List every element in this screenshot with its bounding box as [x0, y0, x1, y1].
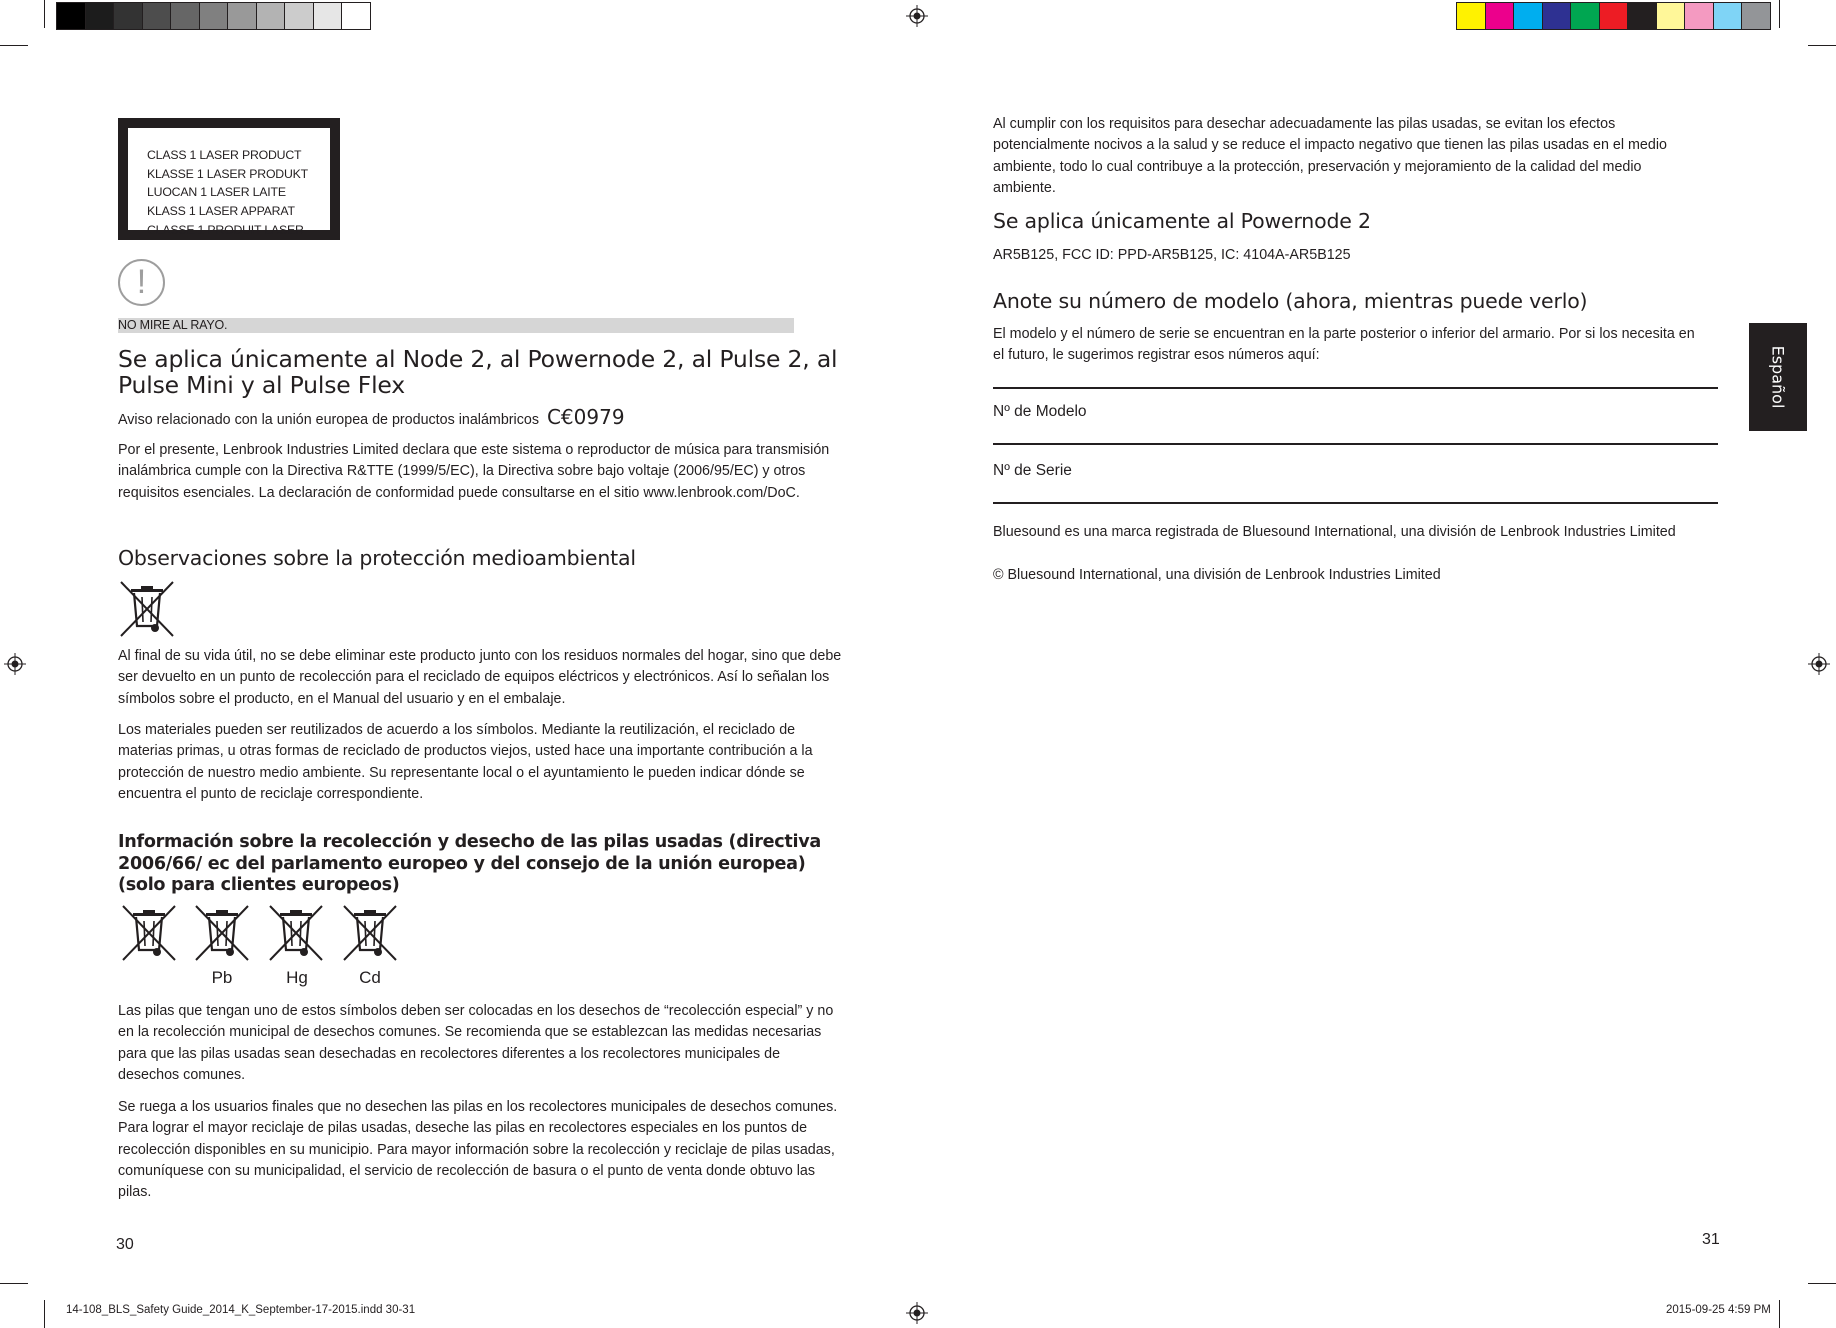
- symbol-label-cd: Cd: [359, 968, 381, 987]
- ce-mark-icon: C€: [546, 405, 574, 429]
- ce-number: 0979: [573, 405, 625, 429]
- battery-paragraph-1: Las pilas que tengan uno de estos símbolos deben ser colocadas en los desechos de “recolección especial” y no en la recolección municipal de desechos comunes. Se recomienda que se establezcan las medidas necesarias para que las pilas usadas sean desechadas en recolectores diferentes a los recolectores municipales de desechos comunes.: [118, 1003, 834, 1083]
- battery-bin-pb-icon: [192, 902, 252, 964]
- page-number-left: 30: [116, 1236, 134, 1253]
- gray-swatch: [257, 3, 286, 29]
- crop-mark: [44, 0, 45, 28]
- heading-applies: Se aplica únicamente al Node 2, al Powernode 2, al Pulse 2, al Pulse Mini y al Pulse Flex: [118, 345, 838, 399]
- symbol-label-pb: Pb: [211, 968, 233, 987]
- color-swatch: [1486, 3, 1515, 29]
- gray-swatch: [314, 3, 343, 29]
- slug-timestamp: 2015-09-25 4:59 PM: [1666, 1304, 1771, 1316]
- heading-powernode: Se aplica únicamente al Powernode 2: [993, 209, 1371, 233]
- model-instructions: El modelo y el número de serie se encuentran en la parte posterior o inferior del armario. Por si los necesita en el futuro, le sugerimos registrar esos números aquí:: [993, 326, 1695, 364]
- registration-mark-icon: [1808, 653, 1830, 675]
- laser-label-line: CLASSE 1 PRODUIT LASER: [147, 222, 304, 237]
- battery-paragraph-2: Se ruega a los usuarios finales que no desechen las pilas en los recolectores municipales de desechos comunes. Para lograr el mayor reciclaje de pilas usadas, deseche las pilas en recolectores especiales en los puntos de recolección disponibles en su municipio. Para mayor información sobre la recolección y reciclaje de pilas usadas, comuníquese con su municipalidad, el servicio de recolección de basura o el punto de venta donde obtuvo las pilas.: [118, 1099, 838, 1201]
- language-tab: [1749, 323, 1807, 431]
- battery-bin-icon: [119, 902, 179, 964]
- gray-color-bar: [56, 2, 371, 30]
- trademark-notice: Bluesound es una marca registrada de Bluesound International, una división de Lenbrook Industries Limited: [993, 524, 1676, 540]
- gray-swatch: [171, 3, 200, 29]
- battery-bin-cd-icon: [340, 902, 400, 964]
- color-swatch: [1457, 3, 1486, 29]
- color-swatch: [1514, 3, 1543, 29]
- laser-label-line: KLASSE 1 LASER PRODUKT: [147, 166, 308, 181]
- divider-line: [993, 502, 1718, 504]
- regulatory-ids: AR5B125, FCC ID: PPD-AR5B125, IC: 4104A-AR5B125: [993, 247, 1351, 263]
- crop-mark: [1779, 1300, 1780, 1328]
- color-swatch: [1600, 3, 1629, 29]
- copyright-notice: © Bluesound International, una división de Lenbrook Industries Limited: [993, 567, 1441, 583]
- crop-mark: [44, 1300, 45, 1328]
- color-swatch: [1685, 3, 1714, 29]
- slug-filename: 14-108_BLS_Safety Guide_2014_K_September-17-2015.indd 30-31: [66, 1304, 416, 1316]
- gray-swatch: [86, 3, 115, 29]
- laser-label-line: CLASS 1 LASER PRODUCT: [147, 148, 302, 162]
- color-swatch: [1543, 3, 1572, 29]
- gray-swatch: [200, 3, 229, 29]
- heading-batteries: Información sobre la recolección y desecho de las pilas usadas (directiva 2006/66/ ec del parlamento europeo y del consejo de la unión europea) (solo para clientes europeos): [118, 832, 822, 895]
- language-tab-label: Español: [1768, 345, 1788, 409]
- page-number-right: 31: [1702, 1231, 1720, 1248]
- laser-class-label: [118, 118, 340, 240]
- environment-paragraph-2: Los materiales pueden ser reutilizados de acuerdo a los símbolos. Mediante la reutilización, el reciclado de materias primas, u otras formas de reciclado de productos viejos, usted hace una importante contribución a la protección de nuestro medio ambiente. Su representante local o el ayuntamiento le pueden indicar dónde se encuentra el punto de reciclaje correspondiente.: [118, 722, 813, 802]
- intro-paragraph: Al cumplir con los requisitos para desechar adecuadamente las pilas usadas, se evitan los efectos potencialmente nocivos a la salud y se reduce el impacto negativo que tienen las pilas usadas en el medio ambiente, todo lo cual contribuye a la protección, preservación y mejoramiento de la calidad del medio ambiente.: [993, 116, 1667, 196]
- gray-swatch: [342, 3, 370, 29]
- color-swatch: [1742, 3, 1770, 29]
- wireless-notice-line: [118, 407, 625, 431]
- color-swatch: [1657, 3, 1686, 29]
- weee-bin-icon: [116, 578, 178, 640]
- wireless-notice: Aviso relacionado con la unión europea de productos inalámbricos: [118, 412, 539, 428]
- gray-swatch: [114, 3, 143, 29]
- model-number-label: Nº de Modelo: [993, 403, 1087, 420]
- declaration-paragraph: Por el presente, Lenbrook Industries Limited declara que este sistema o reproductor de música para transmisión inalámbrica cumple con la Directiva R&TTE (1999/5/EC), la Directiva sobre bajo voltaje (2006/95/EC) y otros requisitos esenciales. La declaración de conformidad puede consultarse en el sitio www.lenbrook.com/DoC.: [118, 442, 830, 501]
- registration-mark-icon: [4, 653, 26, 675]
- gray-swatch: [228, 3, 257, 29]
- divider-line: [993, 387, 1718, 389]
- color-swatch: [1571, 3, 1600, 29]
- gray-swatch: [143, 3, 172, 29]
- laser-label-line: KLASS 1 LASER APPARAT: [147, 204, 295, 219]
- crop-mark: [1779, 0, 1780, 28]
- gray-swatch: [285, 3, 314, 29]
- laser-label-line: LUOCAN 1 LASER LAITE: [147, 185, 286, 200]
- crop-mark: [0, 45, 28, 46]
- heading-model-number: Anote su número de modelo (ahora, mientras puede verlo): [993, 289, 1588, 313]
- crop-mark: [1808, 1283, 1836, 1284]
- color-bar: [1456, 2, 1771, 30]
- registration-mark-icon: [906, 1302, 928, 1324]
- color-swatch: [1714, 3, 1743, 29]
- crop-mark: [1808, 45, 1836, 46]
- gray-swatch: [57, 3, 86, 29]
- warning-text: NO MIRE AL RAYO.: [118, 318, 794, 333]
- serial-number-label: Nº de Serie: [993, 462, 1072, 479]
- heading-environment: Observaciones sobre la protección medioambiental: [118, 546, 636, 570]
- symbol-label-hg: Hg: [286, 968, 308, 987]
- divider-line: [993, 443, 1718, 445]
- color-swatch: [1628, 3, 1657, 29]
- crop-mark: [0, 1283, 28, 1284]
- battery-bin-hg-icon: [266, 902, 326, 964]
- registration-mark-icon: [906, 5, 928, 27]
- environment-paragraph-1: Al final de su vida útil, no se debe eliminar este producto junto con los residuos normales del hogar, sino que debe ser devuelto en un punto de recolección para el reciclado de equipos eléctricos y electrónicos. Así lo señalan los símbolos sobre el producto, en el Manual del usuario y en el embalaje.: [118, 648, 842, 707]
- warning-icon: !: [118, 259, 165, 306]
